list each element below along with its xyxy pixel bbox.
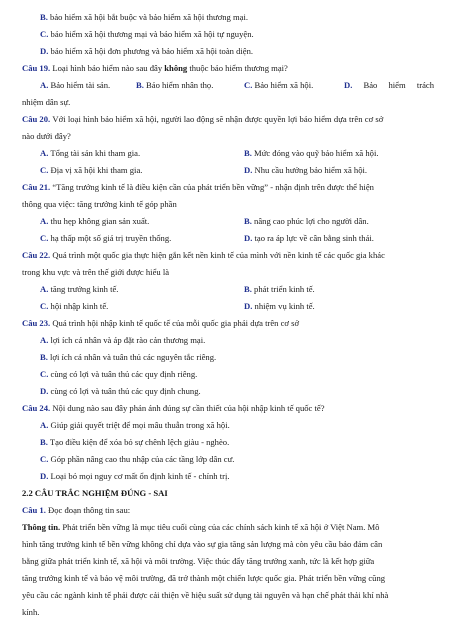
option-key: C. — [244, 80, 253, 90]
question-text: Đọc đoạn thông tin sau: — [48, 505, 131, 515]
option-key: A. — [40, 420, 49, 430]
option-key: C. — [40, 301, 49, 311]
option-key: C. — [40, 369, 49, 379]
option-key: A. — [40, 148, 49, 158]
q20-option-b — [244, 148, 379, 159]
option-key: B. — [40, 437, 48, 447]
question-text: Quá trình hội nhập kinh tế quốc tế của mỗi quốc gia phải dựa trên cơ sở — [52, 318, 300, 328]
option-key: D. — [244, 301, 253, 311]
question-1 — [22, 505, 130, 516]
question-label: Câu 19. — [22, 63, 51, 73]
option-text: Bảo hiểm trách — [363, 80, 434, 90]
option-key: C. — [40, 233, 49, 243]
option-text: Bảo hiểm nhân thọ. — [146, 80, 214, 90]
option-text: tăng trưởng kinh tế. — [50, 284, 119, 294]
option-text: tạo ra áp lực về cân bằng sinh thái. — [254, 233, 374, 243]
info-text: bằng giữa phát triển kinh tế, xã hội và môi trường. Việc thúc đẩy tăng trưởng xanh, tức là kết hợp giữa — [22, 556, 375, 566]
question-text: thông qua việc: tăng trưởng kinh tế góp phần — [22, 199, 177, 209]
question-label: Câu 23. — [22, 318, 51, 328]
option-text: Góp phần nâng cao thu nhập của các tầng lớp dân cư. — [50, 454, 235, 464]
option-text: Bảo hiểm tài sản. — [50, 80, 111, 90]
info-text: kính. — [22, 607, 40, 617]
question-label: Câu 24. — [22, 403, 51, 413]
q24-option-d — [40, 471, 230, 482]
q19-option-a — [40, 80, 110, 91]
info-text: tăng trưởng kinh tế và bảo vệ môi trường, đã trở thành một chiến lược quốc gia. Phát triển bền vững cũng — [22, 573, 386, 583]
option-text: Địa vị xã hội khi tham gia. — [50, 165, 143, 175]
option-d-line — [40, 46, 253, 57]
question-text: nào dưới đây? — [22, 131, 71, 141]
option-text: bảo hiểm xã hội thương mại và bảo hiểm xã hội tự nguyện. — [50, 29, 254, 39]
q20-option-d — [244, 165, 367, 176]
question-text-pre: Loại hình bảo hiểm nào sau đây — [52, 63, 163, 73]
option-key: A. — [40, 80, 49, 90]
q23-option-c — [40, 369, 197, 380]
question-23 — [22, 318, 299, 329]
question-text: Quá trình một quốc gia thực hiện gắn kết nền kinh tế của mình với nền kinh tế các quốc gia khác — [52, 250, 385, 260]
option-text: nhiệm dân sự. — [22, 97, 71, 107]
q23-option-d — [40, 386, 201, 397]
question-label: Câu 1. — [22, 505, 46, 515]
info-line-3 — [22, 556, 374, 567]
q23-option-b — [40, 352, 216, 363]
option-c-line — [40, 29, 254, 40]
q20-continuation — [22, 131, 71, 142]
option-text: nhiệm vụ kinh tế. — [254, 301, 315, 311]
q24-option-b — [40, 437, 229, 448]
q19-option-d — [344, 80, 434, 91]
info-line-6 — [22, 607, 39, 618]
info-text: Phát triển bền vững là mục tiêu cuối cùng của các chính sách kinh tế xã hội ở Việt Nam. Mô — [62, 522, 380, 532]
question-label: Câu 21. — [22, 182, 51, 192]
q21-option-d — [244, 233, 374, 244]
option-text: Bảo hiểm xã hội. — [254, 80, 314, 90]
option-key: D. — [40, 386, 49, 396]
question-21 — [22, 182, 374, 193]
option-key: B. — [40, 12, 48, 22]
q21-continuation — [22, 199, 177, 210]
option-text: bảo hiểm xã hội bắt buộc và bảo hiểm xã hội thương mại. — [50, 12, 249, 22]
q22-option-d — [244, 301, 315, 312]
option-text: bảo hiểm xã hội đơn phương và bảo hiểm xã hội toàn diện. — [50, 46, 254, 56]
option-key: B. — [40, 352, 48, 362]
option-key: D. — [40, 471, 49, 481]
option-key: A. — [40, 284, 49, 294]
option-text: Tổng tài sản khi tham gia. — [50, 148, 141, 158]
q21-option-c — [40, 233, 171, 244]
option-key: D. — [344, 80, 353, 90]
option-text: hạ thấp một số giá trị truyền thống. — [50, 233, 172, 243]
question-text: Nội dung nào sau đây phản ánh đúng sự cần thiết của hội nhập kinh tế quốc tế? — [52, 403, 325, 413]
q19-continuation — [22, 97, 70, 108]
option-text: Mức đóng vào quỹ bảo hiểm xã hội. — [254, 148, 379, 158]
option-text: Tạo điều kiện để xóa bỏ sự chênh lệch giàu - nghèo. — [49, 437, 230, 447]
option-key: B. — [244, 284, 252, 294]
question-22 — [22, 250, 385, 261]
option-key: D. — [244, 233, 253, 243]
info-line-5 — [22, 590, 388, 601]
question-24 — [22, 403, 325, 414]
q22-option-c — [40, 301, 108, 312]
option-text: Loại bỏ mọi nguy cơ mất ổn định kinh tế - chính trị. — [50, 471, 230, 481]
option-text: Giúp giải quyết triệt để mọi mâu thuẫn trong xã hội. — [50, 420, 230, 430]
option-text: nâng cao phúc lợi cho người dân. — [254, 216, 369, 226]
question-text: “Tăng trưởng kinh tế là điều kiện cần của phát triển bền vững” - nhận định trên được thể hiện — [52, 182, 374, 192]
option-text: Nhu cầu hưởng bảo hiểm xã hội. — [254, 165, 368, 175]
info-line-2 — [22, 539, 382, 550]
option-text: phát triển kinh tế. — [254, 284, 315, 294]
option-text: lợi ích cá nhân và tuân thủ các nguyên tắc riêng. — [50, 352, 217, 362]
option-key: C. — [40, 454, 49, 464]
question-text: Với loại hình bảo hiểm xã hội, người lao động sẽ nhận được quyền lợi bảo hiểm dựa trên cơ sở — [52, 114, 384, 124]
q22-option-a — [40, 284, 118, 295]
question-20 — [22, 114, 434, 125]
option-key: B. — [136, 80, 144, 90]
question-label: Câu 22. — [22, 250, 51, 260]
question-label: Câu 20. — [22, 114, 51, 124]
q21-option-a — [40, 216, 149, 227]
option-key: C. — [40, 29, 49, 39]
option-text: hội nhập kinh tế. — [50, 301, 109, 311]
info-text: yêu cầu các ngành kinh tế phải được cải thiện về hiệu suất sử dụng tài nguyên và hạn chế phát thải khí nhà — [22, 590, 389, 600]
option-key: D. — [244, 165, 253, 175]
q20-option-a — [40, 148, 140, 159]
q22-continuation — [22, 267, 169, 278]
q24-option-a — [40, 420, 230, 431]
question-text-post: thuộc bảo hiểm thương mại? — [189, 63, 288, 73]
option-key: A. — [40, 335, 49, 345]
section-heading: 2.2 CÂU TRẮC NGHIỆM ĐÚNG - SAI — [22, 488, 168, 498]
option-key: D. — [40, 46, 49, 56]
option-key: A. — [40, 216, 49, 226]
q19-option-c — [244, 80, 313, 91]
option-text: cùng có lợi và tuân thủ các quy định riêng. — [50, 369, 198, 379]
option-text: cùng có lợi và tuân thủ các quy định chung. — [50, 386, 201, 396]
option-key: B. — [244, 148, 252, 158]
option-text: lợi ích cá nhân và áp đặt rào cản thương mại. — [50, 335, 206, 345]
option-text: thu hẹp không gian sản xuất. — [50, 216, 150, 226]
q21-option-b — [244, 216, 369, 227]
q23-option-a — [40, 335, 205, 346]
option-b-line — [40, 12, 248, 23]
option-key: B. — [244, 216, 252, 226]
option-key: C. — [40, 165, 49, 175]
info-text: hình tăng trưởng kinh tế bền vững không chỉ dựa vào sự gia tăng sản lượng mà còn yêu cầu bảo đảm cân — [22, 539, 383, 549]
q20-option-c — [40, 165, 142, 176]
q24-option-c — [40, 454, 234, 465]
question-19 — [22, 63, 288, 74]
info-label: Thông tin. — [22, 522, 61, 532]
q22-option-b — [244, 284, 315, 295]
info-line-1 — [22, 522, 379, 533]
info-line-4 — [22, 573, 385, 584]
question-text-emphasis: không — [164, 63, 188, 73]
question-text: trong khu vực và trên thế giới được hiểu là — [22, 267, 170, 277]
q19-option-b — [136, 80, 213, 91]
